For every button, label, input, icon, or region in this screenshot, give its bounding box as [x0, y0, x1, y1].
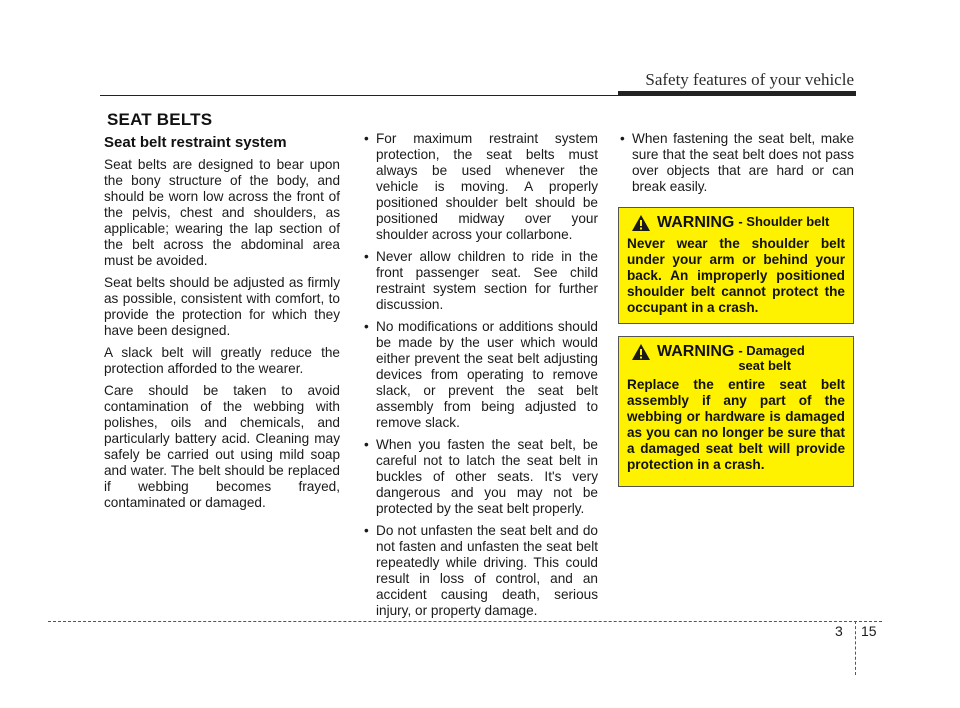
running-header: Safety features of your vehicle [645, 70, 854, 89]
column-3 [618, 131, 854, 201]
section-title: SEAT BELTS [107, 110, 213, 129]
subheading: Seat belt restraint system [104, 134, 287, 151]
bullet-list [618, 131, 854, 195]
paragraph: Care should be taken to avoid contamination of the webbing with polishes, oils and chemicals, and particularly battery acid. Cleaning may safely be carried out using mild soap and water. The belt should be replaced if webbing becomes frayed, contaminated or damaged. [104, 383, 340, 510]
warning-header [627, 343, 845, 373]
paragraph: A slack belt will greatly reduce the protection afforded to the wearer. [104, 345, 340, 376]
warning-box-shoulder-belt [618, 207, 854, 324]
warning-label: WARNING [657, 214, 735, 231]
footer-dashed-divider [855, 621, 856, 675]
warning-triangle-icon [631, 214, 651, 232]
bullet-item: • Never allow children to ride in the front passenger seat. See child restraint system section for further discussion. [362, 249, 598, 313]
bullet-item: • When you fasten the seat belt, be careful not to latch the seat belt in buckles of other seats. It's very dangerous and you may not be protected by the seat belt properly. [362, 437, 598, 517]
bullet-item: • No modifications or additions should be made by the user which would either prevent the seat belt adjusting devices from operating to remove slack, or prevent the seat belt assembly from being adjusted to remove slack. [362, 319, 598, 431]
bullet-item: • Do not unfasten the seat belt and do not fasten and unfasten the seat belt repeatedly while driving. This could result in loss of control, and an accident causing death, serious injury, or property damage. [362, 523, 598, 619]
warning-label: WARNING [657, 343, 735, 360]
warning-body: Replace the entire seat belt assembly if any part of the webbing or hardware is damaged as you can no longer be sure that a damaged seat belt will provide protection in a crash. [627, 377, 845, 472]
warning-body: Never wear the shoulder belt under your arm or behind your back. An improperly positioned shoulder belt cannot protect the occupant in a crash. [627, 236, 845, 315]
header-rule-thin [100, 95, 620, 96]
paragraph: Seat belts are designed to bear upon the bony structure of the body, and should be worn low across the front of the pelvis, chest and shoulders, as applicable; wearing the lap section of the belt across the abdominal area must be avoided. [104, 157, 340, 268]
column-1 [104, 131, 340, 517]
warning-subject: - Damaged seat belt [738, 343, 805, 373]
warning-triangle-icon [631, 343, 651, 361]
bullet-item: • For maximum restraint system protection, the seat belts must always be used whenever the vehicle is moving. A properly positioned shoulder belt should be positioned midway over your shoulder across your collarbone. [362, 131, 598, 243]
warning-subject: - Shoulder belt [738, 214, 830, 229]
bullet-item: • When fastening the seat belt, make sure that the seat belt does not pass over objects that are hard or can break easily. [618, 131, 854, 195]
bullet-list [362, 131, 598, 619]
warning-header [627, 214, 845, 232]
footer-dashed-rule [48, 621, 882, 622]
page-number: 15 [861, 623, 877, 639]
paragraph: Seat belts should be adjusted as firmly as possible, consistent with comfort, to provide the protection for which they have been designed. [104, 275, 340, 338]
header-rule-thick [618, 91, 856, 96]
warning-box-damaged-belt [618, 336, 854, 487]
chapter-number: 3 [835, 623, 843, 639]
column-2 [362, 131, 598, 625]
